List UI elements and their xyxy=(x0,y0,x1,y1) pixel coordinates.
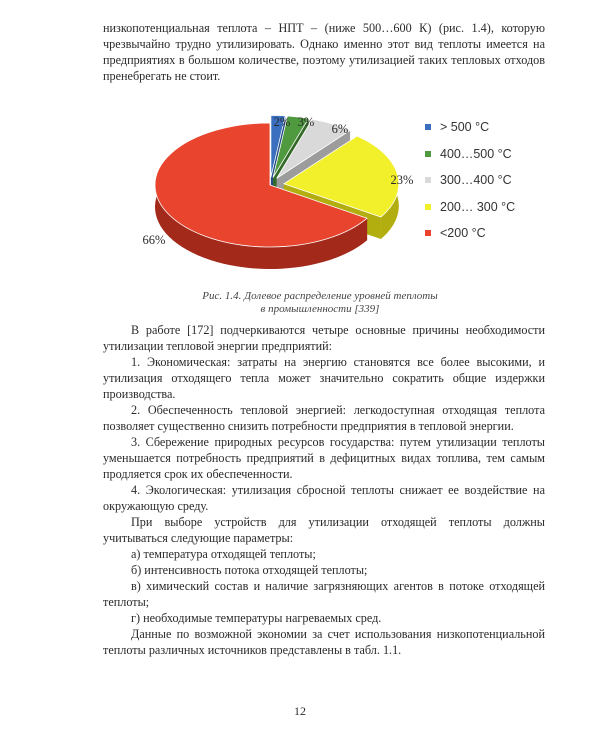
intro-paragraph: низкопотенциальная теплота – НПТ – (ниже 500…600 К) (рис. 1.4), которую чрезвычайно трудно утилизировать. Однако именно этот вид теплоты имеется на предприятиях в большом количестве, поэтому утилизацией таких тепловых отходов пренебрегать не стоит. xyxy=(103,21,545,83)
list-item: а) температура отходящей теплоты; xyxy=(131,547,316,561)
caption-line: в промышленности [339] xyxy=(260,303,380,315)
legend-item xyxy=(425,167,515,194)
paragraph: В работе [172] подчеркиваются четыре основные причины необходимости утилизации тепловой энергии предприятий: xyxy=(103,323,545,353)
paragraph: 2. Обеспеченность тепловой энергией: легкодоступная отходящая теплота позволяет существенно снизить потребности предприятия в тепловой энергии. xyxy=(103,403,545,433)
chart-legend xyxy=(425,114,515,247)
legend-swatch xyxy=(425,151,431,157)
pie-value-label: 3% xyxy=(297,115,315,129)
pie-value-label: 23% xyxy=(390,173,414,187)
legend-item xyxy=(425,141,515,168)
paragraph: 4. Экологическая: утилизация сбросной теплоты снижает ее воздействие на окружающую среду. xyxy=(103,483,545,513)
legend-label: > 500 °С xyxy=(440,120,490,135)
legend-label: 200… 300 °С xyxy=(440,199,516,214)
legend-item xyxy=(425,220,515,247)
page-number: 12 xyxy=(294,704,306,718)
legend-swatch xyxy=(425,230,431,236)
legend-label: <200 °С xyxy=(440,226,486,241)
list-item: г) необходимые температуры нагреваемых сред. xyxy=(131,611,382,625)
paragraph: 1. Экономическая: затраты на энергию становятся все более высокими, и утилизация отходящего тепла может значительно сократить общие издержки производства. xyxy=(103,355,545,401)
paragraph: 3. Сбережение природных ресурсов государства: путем утилизации теплоты уменьшается потребность предприятий в дефицитных видах топлива, тем самым продляется срок их обеспеченности. xyxy=(103,435,545,481)
legend-label: 300…400 °С xyxy=(440,173,512,188)
list-item: б) интенсивность потока отходящей теплоты; xyxy=(131,563,368,577)
pie-value-label: 66% xyxy=(142,233,166,247)
body-text xyxy=(103,322,545,658)
paragraph: При выборе устройств для утилизации отходящей теплоты должны учитываться следующие параметры: xyxy=(103,515,545,545)
list-item: в) химический состав и наличие загрязняющих агентов в потоке отходящей теплоты; xyxy=(103,579,545,609)
legend-swatch xyxy=(425,204,431,210)
legend-swatch xyxy=(425,124,431,130)
pie-value-label: 2% xyxy=(273,115,291,129)
caption-line: Рис. 1.4. Долевое распределение уровней теплоты xyxy=(202,290,438,302)
pie-value-label: 6% xyxy=(331,122,349,136)
figure-caption xyxy=(150,290,490,316)
legend-label: 400…500 °С xyxy=(440,146,512,161)
legend-swatch xyxy=(425,177,431,183)
legend-item xyxy=(425,114,515,141)
paragraph: Данные по возможной экономии за счет использования низкопотенциальной теплоты различных источников представлены в табл. 1.1. xyxy=(103,627,545,657)
legend-item xyxy=(425,194,515,221)
